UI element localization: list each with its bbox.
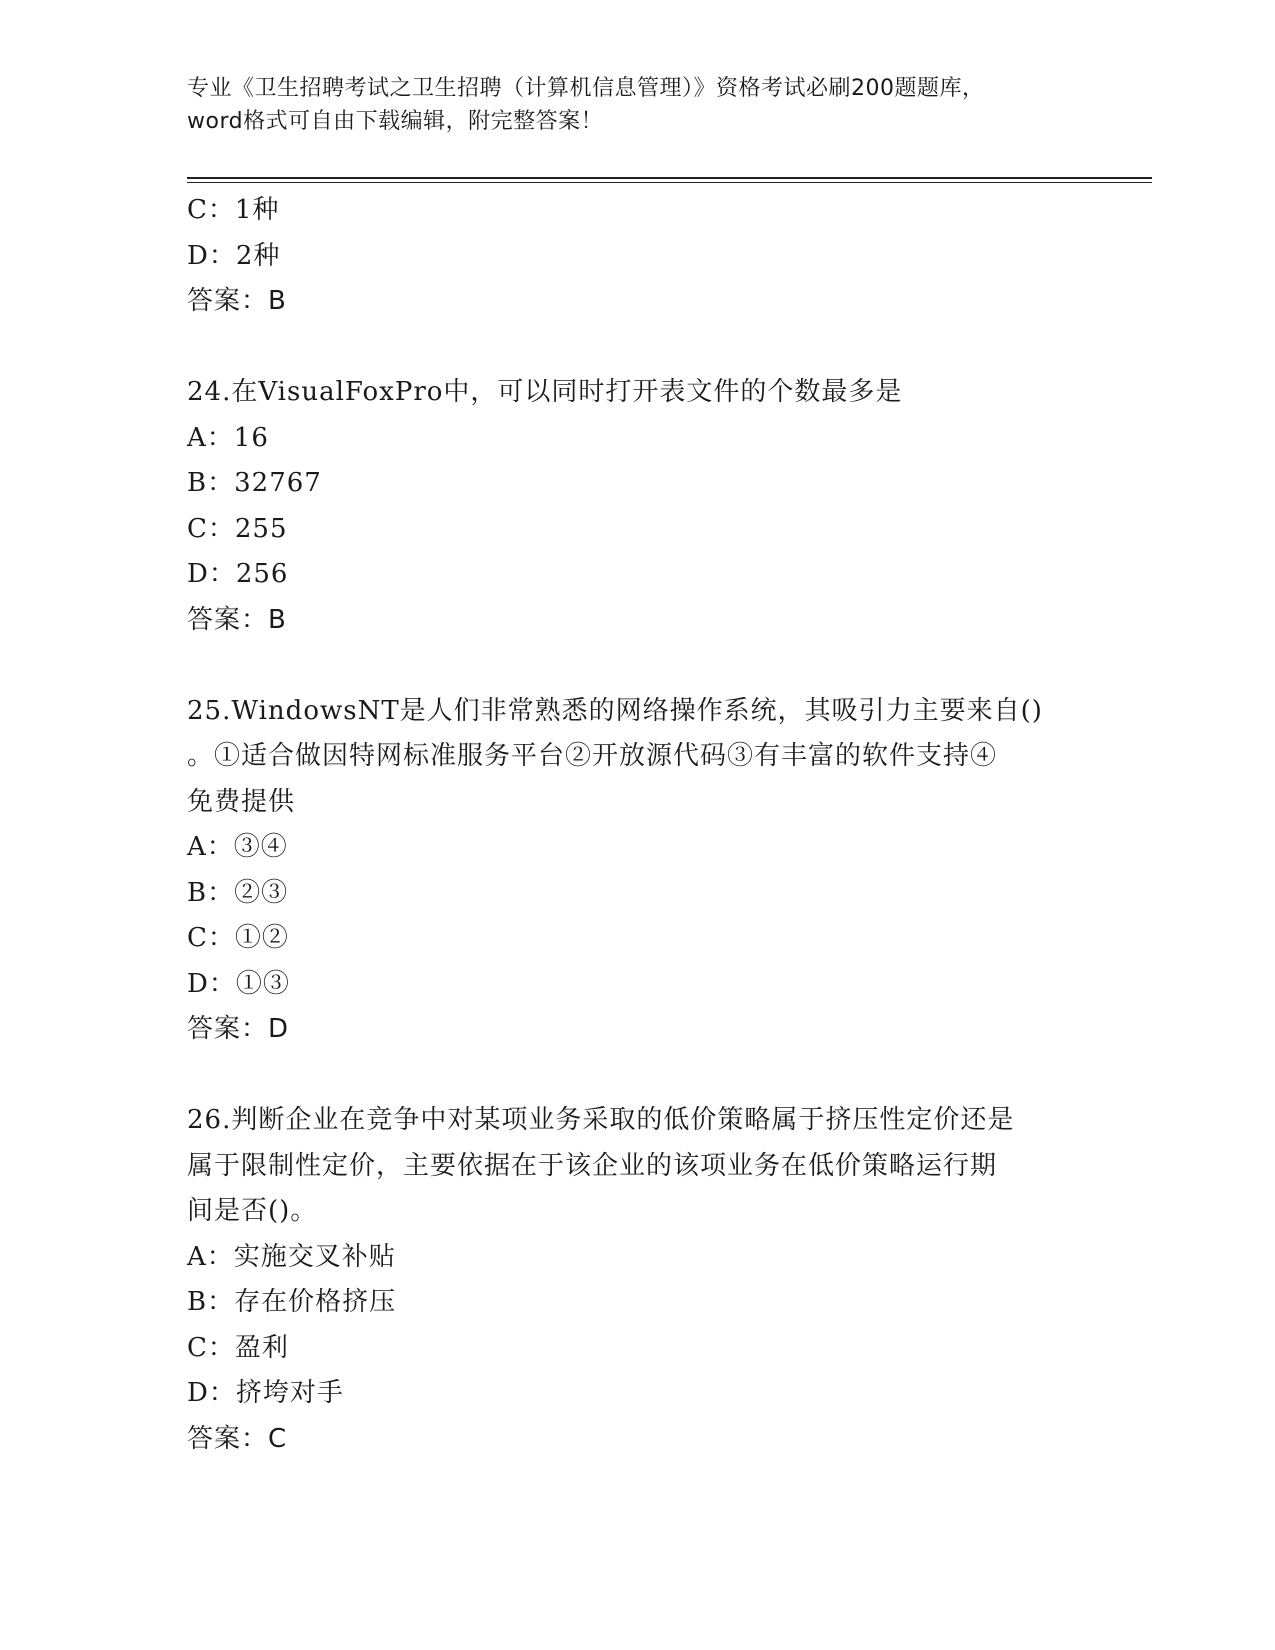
answer: 答案：D: [187, 1014, 290, 1044]
header-divider: [187, 177, 1152, 183]
question-stem-line-1: 25.WindowsNT是人们非常熟悉的网络操作系统，其吸引力主要来自(): [187, 695, 1043, 726]
question-26: [187, 1098, 1087, 1462]
question-24: [187, 370, 1087, 643]
question-25: [187, 689, 1087, 1053]
question-stem-line-3: 免费提供: [187, 786, 296, 817]
question-stem-line-2: 属于限制性定价，主要依据在于该企业的该项业务在低价策略运行期: [187, 1150, 998, 1181]
spacer: [187, 643, 1087, 689]
question-stem-line-2: 。①适合做因特网标准服务平台②开放源代码③有丰富的软件支持④: [187, 741, 998, 771]
header-title-line-1: 专业《卫生招聘考试之卫生招聘（计算机信息管理）》资格考试必刷200题题库，: [187, 76, 985, 101]
question-stem-line-1: 26.判断企业在竞争中对某项业务采取的低价策略属于挤压性定价还是: [187, 1105, 1015, 1135]
answer: 答案：B: [187, 604, 287, 635]
option-b: B：32767: [187, 468, 322, 498]
option-c: C：1种: [187, 195, 280, 225]
option-c: C：盈利: [187, 1332, 289, 1363]
question-stem: 24.在VisualFoxPro中，可以同时打开表文件的个数最多是: [187, 377, 903, 407]
question-stem-line-3: 间是否()。: [187, 1196, 318, 1226]
answer: 答案：C: [187, 1423, 288, 1454]
header-title-line-2: word格式可自由下载编辑，附完整答案！: [187, 109, 604, 134]
question-23-partial: [187, 188, 1087, 325]
page-header: [187, 72, 1087, 138]
option-d: D：挤垮对手: [187, 1378, 344, 1408]
option-b: B：②③: [187, 877, 289, 908]
option-c: C：①②: [187, 923, 289, 953]
option-b: B：存在价格挤压: [187, 1287, 397, 1317]
spacer: [187, 1053, 1087, 1099]
option-c: C：255: [187, 513, 288, 544]
option-d: D：①③: [187, 968, 290, 999]
question-list: [187, 188, 1087, 1462]
option-a: A：16: [187, 422, 269, 453]
spacer: [187, 325, 1087, 371]
option-d: D：2种: [187, 240, 281, 271]
option-a: A：实施交叉补贴: [187, 1241, 396, 1272]
answer: 答案：B: [187, 286, 287, 316]
option-d: D：256: [187, 559, 289, 589]
option-a: A：③④: [187, 832, 288, 862]
